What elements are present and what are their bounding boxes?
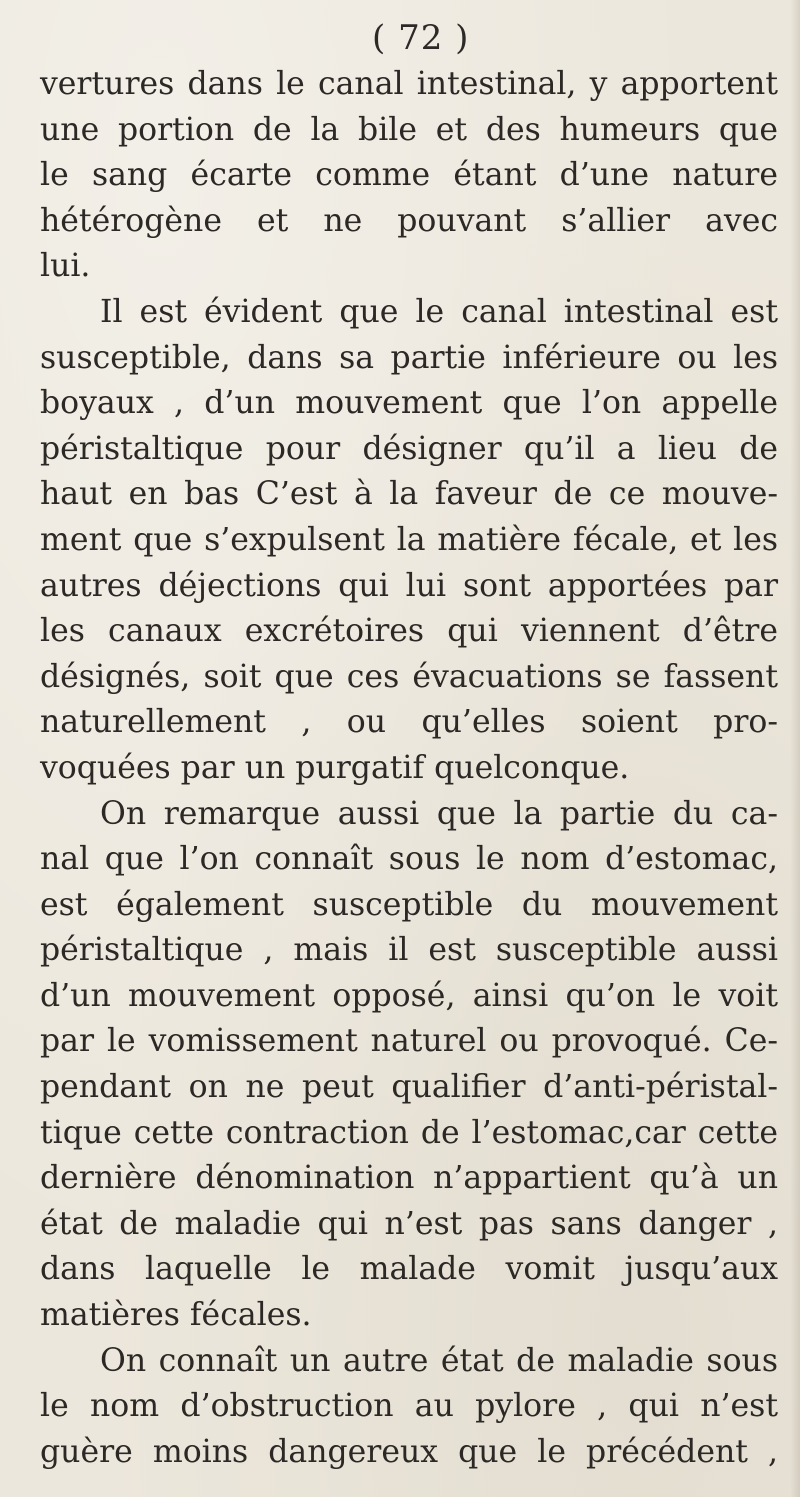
text-line: désignés, soit que ces évacuations se fassent [40,658,778,695]
text-line: naturellement , ou qu’elles soient pro- [40,704,778,741]
text-line: nal que l’on connaît sous le nom d’estomac, [40,841,778,878]
text-line: On remarque aussi que la partie du ca- [100,795,778,832]
text-line: péristaltique pour désigner qu’il a lieu de [40,430,778,467]
text-line: susceptible, dans sa partie inférieure ou les [40,339,778,376]
text-line: On connaît un autre état de maladie sous [100,1342,778,1379]
page-edge-shadow [790,0,800,1497]
text-line: est également susceptible du mouvement [40,886,778,923]
text-line: le sang écarte comme étant d’une nature [40,157,778,194]
body-text [40,62,778,1475]
text-line: dans laquelle le malade vomit jusqu’aux [40,1251,778,1288]
text-line: le nom d’obstruction au pylore , qui n’est [40,1388,778,1425]
text-line: péristaltique , mais il est susceptible aussi [40,932,778,969]
text-line: tique cette contraction de l’estomac,car cette [40,1114,778,1151]
text-line: autres déjections qui lui sont apportées par [40,567,778,604]
text-line: lui. [40,248,91,285]
page-number: ( 72 ) [372,18,470,58]
text-line: les canaux excrétoires qui viennent d’être [40,613,778,650]
text-line: d’un mouvement opposé, ainsi qu’on le voit [40,977,778,1014]
text-line: Il est évident que le canal intestinal est [100,293,778,330]
text-line: état de maladie qui n’est pas sans danger , [40,1205,778,1242]
text-line: voquées par un purgatif quelconque. [40,749,630,786]
text-line: une portion de la bile et des humeurs que [40,111,778,148]
text-line: pendant on ne peut qualifier d’anti-péristal- [40,1069,778,1106]
text-line: ment que s’expulsent la matière fécale, et les [40,521,778,558]
text-line: par le vomissement naturel ou provoqué. Ce- [40,1023,778,1060]
text-line: vertures dans le canal intestinal, y apportent [40,66,778,102]
text-line: guère moins dangereux que le précédent , [40,1433,778,1470]
text-line: dernière dénomination n’appartient qu’à un [40,1160,778,1197]
text-line: hétérogène et ne pouvant s’allier avec [40,202,778,239]
text-line: boyaux , d’un mouvement que l’on appelle [40,385,778,422]
text-line: haut en bas C’est à la faveur de ce mouve- [40,476,778,513]
text-line: matières fécales. [40,1297,312,1334]
